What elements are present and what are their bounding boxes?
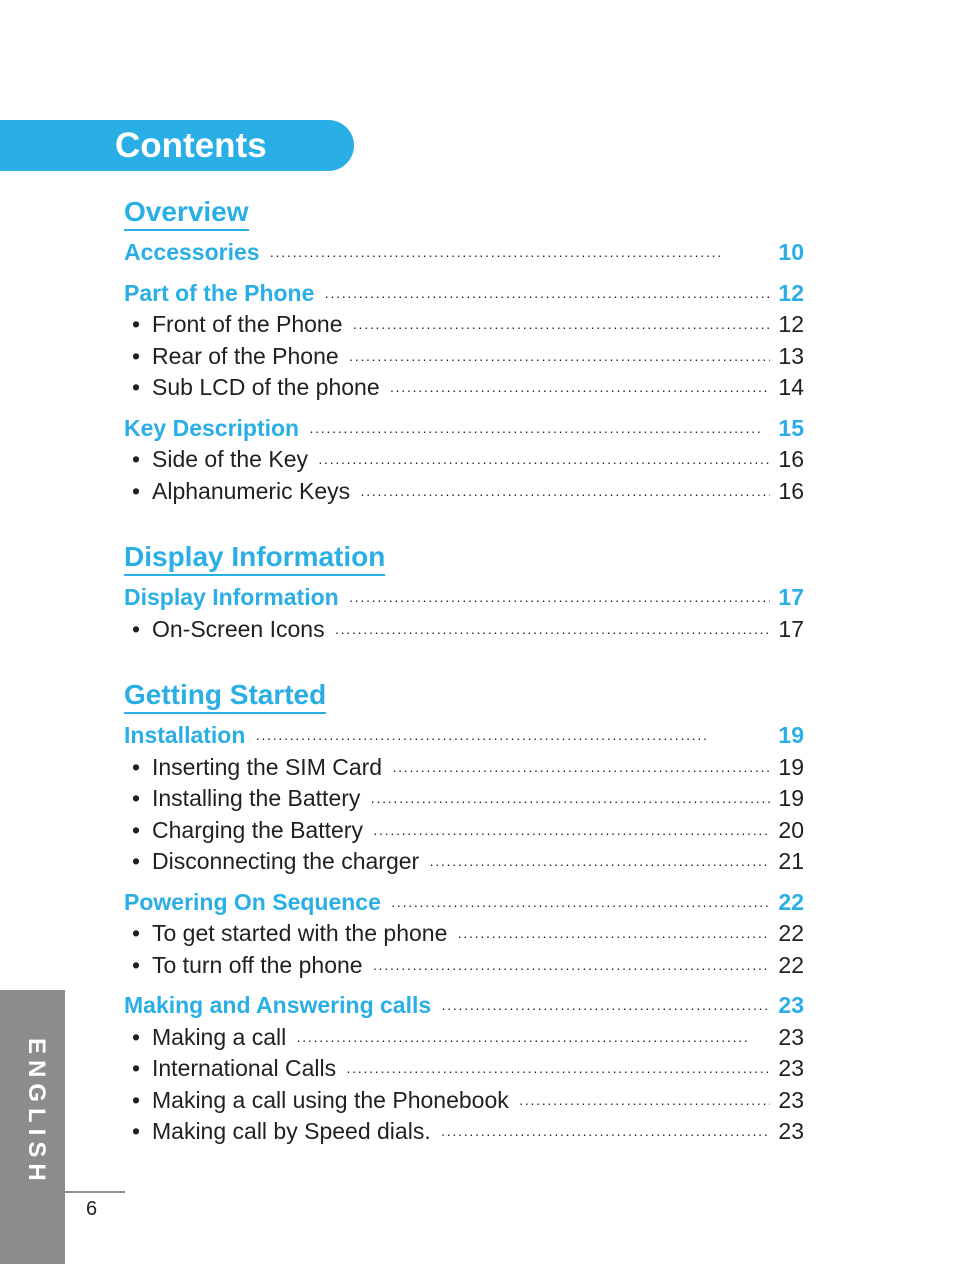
dot-leader	[349, 344, 770, 376]
toc-group	[124, 278, 804, 404]
entry-label: Rear of the Phone	[152, 342, 339, 369]
bullet-icon: •	[132, 785, 141, 811]
dot-leader	[373, 818, 770, 850]
toc-section	[124, 196, 804, 507]
toc-sub-entry[interactable]	[124, 614, 804, 646]
toc-sub-entry[interactable]	[124, 1053, 804, 1085]
section-title: Display Information	[124, 541, 385, 576]
dot-leader	[270, 240, 770, 272]
bullet-icon: •	[132, 615, 141, 642]
dot-leader	[324, 281, 770, 313]
entry-label: Making call by Speed dials.	[152, 1118, 431, 1144]
dot-leader	[353, 312, 770, 344]
dot-leader	[441, 1119, 770, 1151]
bullet-icon: •	[132, 1118, 141, 1144]
toc-group	[124, 582, 804, 645]
dot-leader	[309, 416, 770, 448]
footer-rule	[65, 1191, 125, 1193]
entry-page: 16	[778, 446, 804, 472]
dot-leader	[519, 1088, 770, 1120]
entry-page: 20	[778, 816, 804, 843]
dot-leader	[335, 617, 770, 649]
toc-sub-entry[interactable]	[124, 950, 804, 982]
toc-group	[124, 720, 804, 878]
entry-label: Display Information	[124, 584, 339, 610]
toc-sub-entry[interactable]	[124, 752, 804, 784]
entry-label: Installation	[124, 722, 246, 748]
toc-sub-entry[interactable]	[124, 1085, 804, 1117]
bullet-icon: •	[132, 920, 141, 946]
entry-page: 16	[778, 477, 804, 504]
entry-label: To turn off the phone	[152, 951, 363, 978]
toc-group	[124, 413, 804, 508]
entry-label: On-Screen Icons	[152, 615, 325, 642]
entry-label: Making a call	[152, 1023, 287, 1050]
section-title: Overview	[124, 196, 249, 231]
entry-page: 19	[778, 785, 804, 811]
toc-section	[124, 679, 804, 1148]
bullet-icon: •	[132, 1086, 141, 1113]
bullet-icon: •	[132, 848, 141, 874]
bullet-icon: •	[132, 477, 141, 504]
entry-label: Sub LCD of the phone	[152, 374, 380, 400]
entry-label: Installing the Battery	[152, 785, 361, 811]
bullet-icon: •	[132, 753, 141, 780]
entry-label: Accessories	[124, 239, 260, 265]
toc-sub-entry[interactable]	[124, 1116, 804, 1148]
dot-leader	[373, 953, 770, 985]
bullet-icon: •	[132, 1023, 141, 1050]
toc-group	[124, 990, 804, 1148]
entry-page: 23	[778, 992, 804, 1018]
dot-leader	[255, 723, 770, 755]
entry-page: 19	[778, 753, 804, 780]
page-title: Contents	[115, 126, 267, 165]
entry-page: 17	[778, 584, 804, 610]
entry-page: 12	[778, 311, 804, 337]
toc-sub-entry[interactable]	[124, 783, 804, 815]
bullet-icon: •	[132, 951, 141, 978]
entry-page: 23	[778, 1023, 804, 1050]
dot-leader	[349, 585, 770, 617]
dot-leader	[318, 447, 770, 479]
entry-label: Powering On Sequence	[124, 888, 381, 915]
entry-page: 23	[778, 1086, 804, 1113]
toc-heading-entry[interactable]	[124, 237, 804, 269]
dot-leader	[457, 921, 770, 953]
dot-leader	[429, 849, 770, 881]
section-title: Getting Started	[124, 679, 326, 714]
toc-section	[124, 541, 804, 645]
contents-banner	[0, 120, 354, 171]
toc-sub-entry[interactable]	[124, 846, 804, 878]
entry-label: International Calls	[152, 1055, 337, 1081]
entry-page: 21	[778, 848, 804, 874]
toc-group	[124, 887, 804, 982]
entry-page: 13	[778, 342, 804, 369]
entry-page: 10	[778, 239, 804, 265]
entry-label: Making a call using the Phonebook	[152, 1086, 509, 1113]
entry-label: Part of the Phone	[124, 279, 315, 306]
toc-heading-entry[interactable]	[124, 413, 804, 445]
toc-sub-entry[interactable]	[124, 372, 804, 404]
toc-heading-entry[interactable]	[124, 582, 804, 614]
bullet-icon: •	[132, 446, 141, 472]
dot-leader	[360, 479, 770, 511]
bullet-icon: •	[132, 816, 141, 843]
language-label: ENGLISH	[23, 1038, 50, 1187]
dot-leader	[392, 755, 770, 787]
entry-label: Inserting the SIM Card	[152, 753, 383, 780]
entry-page: 22	[778, 951, 804, 978]
dot-leader	[296, 1025, 770, 1057]
toc-sub-entry[interactable]	[124, 918, 804, 950]
toc-heading-entry[interactable]	[124, 278, 804, 310]
bullet-icon: •	[132, 374, 141, 400]
entry-label: Alphanumeric Keys	[152, 477, 351, 504]
dot-leader	[370, 786, 770, 818]
page-number: 6	[86, 1198, 98, 1220]
dot-leader	[441, 993, 770, 1025]
entry-page: 15	[778, 414, 804, 441]
toc-sub-entry[interactable]	[124, 476, 804, 508]
entry-page: 17	[778, 615, 804, 642]
dot-leader	[390, 375, 770, 407]
toc-sub-entry[interactable]	[124, 309, 804, 341]
table-of-contents	[124, 196, 804, 1182]
entry-page: 14	[778, 374, 804, 400]
entry-page: 22	[778, 920, 804, 946]
bullet-icon: •	[132, 1055, 141, 1081]
toc-sub-entry[interactable]	[124, 1022, 804, 1054]
entry-label: Front of the Phone	[152, 311, 343, 337]
toc-sub-entry[interactable]	[124, 341, 804, 373]
entry-label: To get started with the phone	[152, 920, 448, 946]
entry-page: 23	[778, 1118, 804, 1144]
toc-heading-entry[interactable]	[124, 720, 804, 752]
toc-group	[124, 237, 804, 269]
entry-page: 19	[778, 722, 804, 748]
toc-sub-entry[interactable]	[124, 444, 804, 476]
entry-page: 22	[778, 888, 804, 915]
entry-label: Charging the Battery	[152, 816, 363, 843]
toc-heading-entry[interactable]	[124, 990, 804, 1022]
entry-label: Making and Answering calls	[124, 992, 432, 1018]
dot-leader	[346, 1056, 770, 1088]
entry-page: 12	[778, 279, 804, 306]
bullet-icon: •	[132, 311, 141, 337]
toc-sub-entry[interactable]	[124, 815, 804, 847]
bullet-icon: •	[132, 342, 141, 369]
toc-heading-entry[interactable]	[124, 887, 804, 919]
entry-page: 23	[778, 1055, 804, 1081]
entry-label: Side of the Key	[152, 446, 308, 472]
entry-label: Disconnecting the charger	[152, 848, 420, 874]
dot-leader	[391, 890, 770, 922]
entry-label: Key Description	[124, 414, 300, 441]
